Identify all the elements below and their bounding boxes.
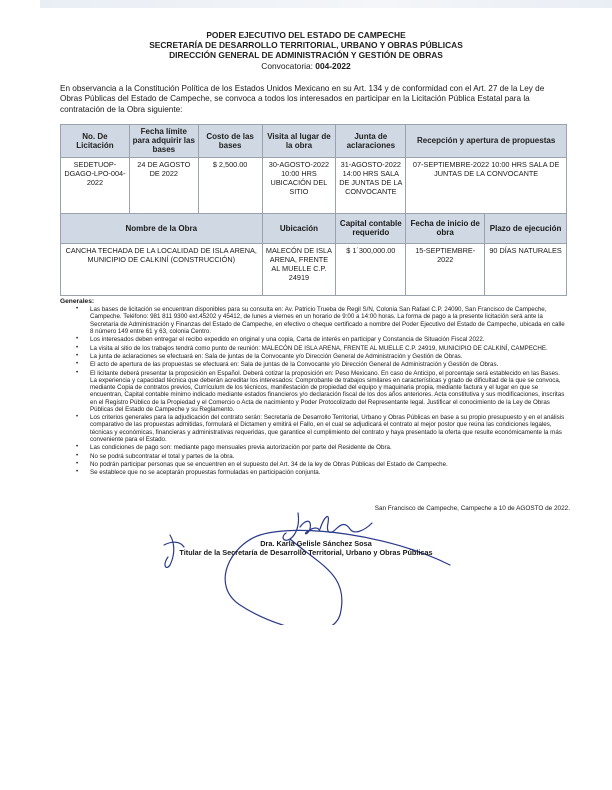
convocatoria-line [0,61,612,71]
list-item: • Las condiciones de pago son: mediante pago mensuales previa autorización por parte del Residente de Obra. [90,444,567,451]
header-junta: Junta de aclaraciones [336,125,406,158]
convocatoria-number: 004-2022 [315,60,351,71]
header-line-3: DIRECCIÓN GENERAL DE ADMINISTRACIÓN Y GESTIÓN DE OBRAS [169,50,443,61]
cell-visita: 30-AGOSTO-2022 10:00 HRS UBICACIÓN DEL SITIO [262,157,336,213]
convocatoria-label: Convocatoria: [261,60,313,71]
header-line-2: SECRETARÍA DE DESARROLLO TERRITORIAL, URBANO Y OBRAS PÚBLICAS [149,40,463,51]
list-item: • No podrán participar personas que se encuentren en el supuesto del Art. 34 de la ley de Obras Públicas del Estado de Campeche. [90,461,567,468]
generales-title: Generales: [60,298,95,305]
intro-paragraph: En observancia a la Constitución Política de los Estados Unidos Mexicano en su Art. 134 y de conformidad con el Art. 27 de la Ley de Obras Públicas del Estado de Campeche, se convoca a todos los interesados en participar en la Licitación Pública Estatal para la contratación de la Obra siguiente: [60,84,545,114]
list-item: • Las bases de licitación se encuentran disponibles para su consulta en: Av. Patricio Trueba de Regil S/N, Colonia San Rafael C.P. 24090, San Francisco de Campeche, Campeche. Teléfono: 981 811 9300 ext.45202 y 45412, de lunes a viernes en un horario de 9:00 a 14:00 horas. La forma de pago a la presente licitación será ante la Secretaría de Administración y Finanzas del Estado de Campeche, en efectivo o cheque certificado a nombre del Poder Ejecutivo del Estado de Campeche, ubicada en calle 8 número 149 entre 61 y 63, colonia Centro. [90,306,567,335]
cell-capital: $ 1´300,000.00 [336,243,406,295]
header-capital: Capital contable requerido [336,213,406,243]
list-item: • Los criterios generales para la adjudicación del contrato serán: Secretaría de Desarrollo Territorial, Urbano y Obras Públicas en base a su propio presupuesto y en el análisis comparativo de las propuestas admitidas, formulará el Dictamen y emitirá el Fallo, en el cual se adjudicará el contrato al mejor postor que reúna las condiciones legales, técnicas y económicas, financieras y administrativas requeridas, que garantice el cumplimiento del contrato y haya presentado la oferta que resulte económicamente la más conveniente para el Estado. [90,414,567,443]
table-row-1 [61,157,567,213]
table-row-2 [61,243,567,295]
signatory-block [0,539,612,557]
table-header-row-1 [61,125,567,158]
document-header [0,30,612,71]
header-fecha-inicio: Fecha de inicio de obra [406,213,485,243]
cell-plazo: 90 DÍAS NATURALES [485,243,567,295]
generales-section [60,298,567,478]
list-item: • El licitante deberá presentar la proposición en Español. Deberá cotizar la proposición en: Peso Mexicano. En caso de Anticipo, el porcentaje será establecido en las Bases. La experiencia y capacidad técnica que deberán acreditar los interesados: Comprobante de trabajos similares en características y grado de dificultad de la que se convoca, mediante Copia de contratos previos, Currículum de los técnicos, manifestación de propiedad del equipo y maquinaria propia, mediante factura y el lugar en que se encuentran, Capital contable mínimo indicado mediante estados financieros y/o declaración fiscal de los dos años anteriores. Acta constitutiva y sus modificaciones, inscritas en el Registro Público de la Propiedad y el Comercio o Acta de nacimiento y Poder Protocolizado del Representante legal. Justificar el conocimiento de la Ley de Obras Públicas del Estado de Campeche y su Reglamento. [90,370,567,413]
tender-table [60,124,567,296]
header-plazo: Plazo de ejecución [485,213,567,243]
handwritten-signature [150,505,590,625]
list-item: • El acto de apertura de las propuestas se efectuará en: Sala de juntas de la Convocante y/o Dirección General de Administración y Gestión de Obras. [90,361,567,368]
place-date: San Francisco de Campeche, Campeche a 10 de AGOSTO de 2022. [374,505,570,512]
header-recepcion: Recepción y apertura de propuestas [406,125,567,158]
scan-top-strip [40,0,612,8]
signatory-title: Titular de la Secretaría de Desarrollo Territorial, Urbano y Obras Públicas [179,548,433,557]
list-item: • Se establece que no se aceptarán propuestas formuladas en participación conjunta. [90,469,567,476]
list-item: • Los interesados deben entregar el recibo expedido en original y una copia, Carta de interés en participar y Constancia de Situación Fiscal 2022. [90,336,567,343]
cell-ubicacion: MALECÓN DE ISLA ARENA, FRENTE AL MUELLE C.P. 24919 [262,243,336,295]
header-licitacion: No. De Licitación [61,125,130,158]
header-visita: Visita al lugar de la obra [262,125,336,158]
table-header-row-2 [61,213,567,243]
cell-costo: $ 2,500.00 [198,157,262,213]
generales-list [60,306,567,476]
header-line-1: PODER EJECUTIVO DEL ESTADO DE CAMPECHE [206,30,406,40]
header-costo: Costo de las bases [198,125,262,158]
header-ubicacion: Ubicación [262,213,336,243]
header-nombre-obra: Nombre de la Obra [61,213,263,243]
cell-junta: 31-AGOSTO-2022 14:00 HRS SALA DE JUNTAS DE LA CONVOCANTE [336,157,406,213]
header-fecha-limite: Fecha límite para adquirir las bases [129,125,198,158]
cell-fecha-limite: 24 DE AGOSTO DE 2022 [129,157,198,213]
list-item: • No se podrá subcontratar el total y partes de la obra. [90,453,567,460]
list-item: • La visita al sitio de los trabajos tendrá como punto de reunión: MALECÓN DE ISLA ARENA, FRENTE AL MUELLE C.P. 24919, MUNICIPIO DE CALKINÍ, CAMPECHE. [90,345,567,352]
cell-licitacion: SEDETUOP-DGAGO-LPO-004-2022 [61,157,130,213]
cell-recepcion: 07-SEPTIEMBRE-2022 10:00 HRS SALA DE JUNTAS DE LA CONVOCANTE [406,157,567,213]
cell-fecha-inicio: 15-SEPTIEMBRE-2022 [406,243,485,295]
list-item: • La junta de aclaraciones se efectuará en: Sala de juntas de la Convocante y/o Dirección General de Administración y Gestión de Obras. [90,353,567,360]
signatory-name: Dra. Karla Gelisle Sánchez Sosa [260,539,372,548]
cell-nombre-obra: CANCHA TECHADA DE LA LOCALIDAD DE ISLA ARENA, MUNICIPIO DE CALKINÍ (CONSTRUCCIÓN) [61,243,263,295]
